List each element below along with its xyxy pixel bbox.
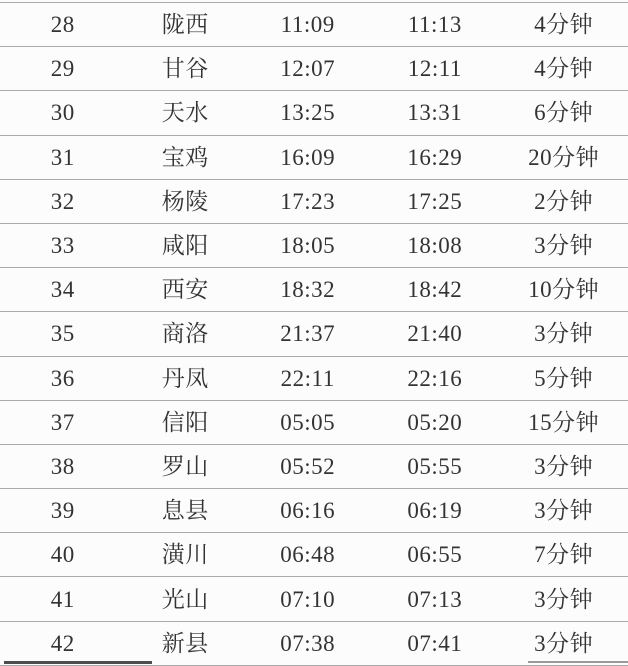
table-row (0, 577, 628, 621)
cell-station-name: 丹凤 (161, 365, 209, 391)
table-row (0, 445, 628, 489)
cell-departure-time: 06:19 (407, 498, 463, 524)
cell-arrival-time: 05:05 (280, 409, 336, 435)
table-row (0, 268, 628, 312)
cell-stop-duration: 3分钟 (534, 453, 594, 479)
cell-departure-time: 06:55 (407, 542, 463, 568)
cell-arrival-time: 06:16 (280, 498, 336, 524)
cell-stop-duration: 15分钟 (528, 409, 600, 435)
cell-stop-duration: 20分钟 (528, 144, 600, 170)
cell-station-name: 陇西 (161, 12, 209, 38)
cell-station-number: 30 (50, 100, 75, 126)
table-row (0, 401, 628, 445)
cell-stop-duration: 5分钟 (534, 365, 594, 391)
cell-arrival-time: 18:05 (280, 233, 336, 259)
cell-stop-duration: 7分钟 (534, 542, 594, 568)
cell-station-name: 新县 (161, 630, 209, 656)
cell-station-number: 31 (50, 144, 75, 170)
table-row (0, 136, 628, 180)
cell-station-number: 40 (50, 542, 75, 568)
table-row (0, 47, 628, 91)
cell-stop-duration: 3分钟 (534, 233, 594, 259)
train-timetable (0, 2, 628, 666)
cell-departure-time: 07:13 (407, 586, 463, 612)
cell-stop-duration: 6分钟 (534, 100, 594, 126)
cell-departure-time: 18:08 (407, 233, 463, 259)
cell-station-name: 咸阳 (161, 233, 209, 259)
cell-arrival-time: 22:11 (280, 365, 335, 391)
cell-station-number: 29 (50, 56, 75, 82)
cell-arrival-time: 11:09 (280, 12, 335, 38)
cell-arrival-time: 07:38 (280, 630, 336, 656)
cell-departure-time: 05:20 (407, 409, 463, 435)
cell-stop-duration: 3分钟 (534, 321, 594, 347)
cell-departure-time: 21:40 (407, 321, 463, 347)
cell-stop-duration: 4分钟 (534, 56, 594, 82)
cell-station-number: 39 (50, 498, 75, 524)
cell-station-name: 光山 (161, 586, 209, 612)
table-row (0, 489, 628, 533)
cell-stop-duration: 3分钟 (534, 586, 594, 612)
cell-arrival-time: 17:23 (280, 188, 336, 214)
table-row (0, 224, 628, 268)
cell-station-number: 32 (50, 188, 75, 214)
cell-departure-time: 18:42 (407, 277, 463, 303)
cell-station-name: 信阳 (161, 409, 209, 435)
cell-departure-time: 22:16 (407, 365, 463, 391)
cell-stop-duration: 4分钟 (534, 12, 594, 38)
cell-station-name: 西安 (161, 277, 209, 303)
cell-station-number: 38 (50, 453, 75, 479)
table-bottom-border-left (4, 661, 152, 664)
cell-arrival-time: 13:25 (280, 100, 336, 126)
cell-station-number: 34 (50, 277, 75, 303)
cell-station-name: 宝鸡 (161, 144, 209, 170)
table-row (0, 622, 628, 666)
cell-departure-time: 12:11 (407, 56, 462, 82)
cell-arrival-time: 21:37 (280, 321, 336, 347)
cell-arrival-time: 18:32 (280, 277, 336, 303)
table-row (0, 180, 628, 224)
cell-station-name: 商洛 (161, 321, 209, 347)
cell-departure-time: 13:31 (407, 100, 463, 126)
cell-departure-time: 17:25 (407, 188, 463, 214)
cell-station-number: 37 (50, 409, 75, 435)
cell-station-number: 36 (50, 365, 75, 391)
cell-arrival-time: 07:10 (280, 586, 336, 612)
cell-station-number: 35 (50, 321, 75, 347)
cell-station-name: 杨陵 (161, 188, 209, 214)
cell-station-number: 41 (50, 586, 75, 612)
cell-departure-time: 05:55 (407, 453, 463, 479)
table-row (0, 533, 628, 577)
table-row (0, 91, 628, 135)
cell-departure-time: 11:13 (407, 12, 462, 38)
cell-station-number: 33 (50, 233, 75, 259)
cell-arrival-time: 16:09 (280, 144, 336, 170)
cell-stop-duration: 3分钟 (534, 498, 594, 524)
cell-stop-duration: 2分钟 (534, 188, 594, 214)
table-bottom-border-right (528, 661, 628, 663)
cell-station-name: 潢川 (161, 542, 209, 568)
cell-arrival-time: 05:52 (280, 453, 336, 479)
cell-station-name: 甘谷 (161, 56, 209, 82)
cell-departure-time: 16:29 (407, 144, 463, 170)
cell-departure-time: 07:41 (407, 630, 463, 656)
cell-stop-duration: 10分钟 (528, 277, 600, 303)
cell-stop-duration: 3分钟 (534, 630, 594, 656)
cell-arrival-time: 12:07 (280, 56, 336, 82)
table-row (0, 357, 628, 401)
cell-station-name: 天水 (161, 100, 209, 126)
cell-station-name: 息县 (161, 498, 209, 524)
cell-station-number: 42 (50, 630, 75, 656)
table-row (0, 312, 628, 356)
table-row (0, 3, 628, 47)
cell-arrival-time: 06:48 (280, 542, 336, 568)
cell-station-name: 罗山 (161, 453, 209, 479)
cell-station-number: 28 (50, 12, 75, 38)
